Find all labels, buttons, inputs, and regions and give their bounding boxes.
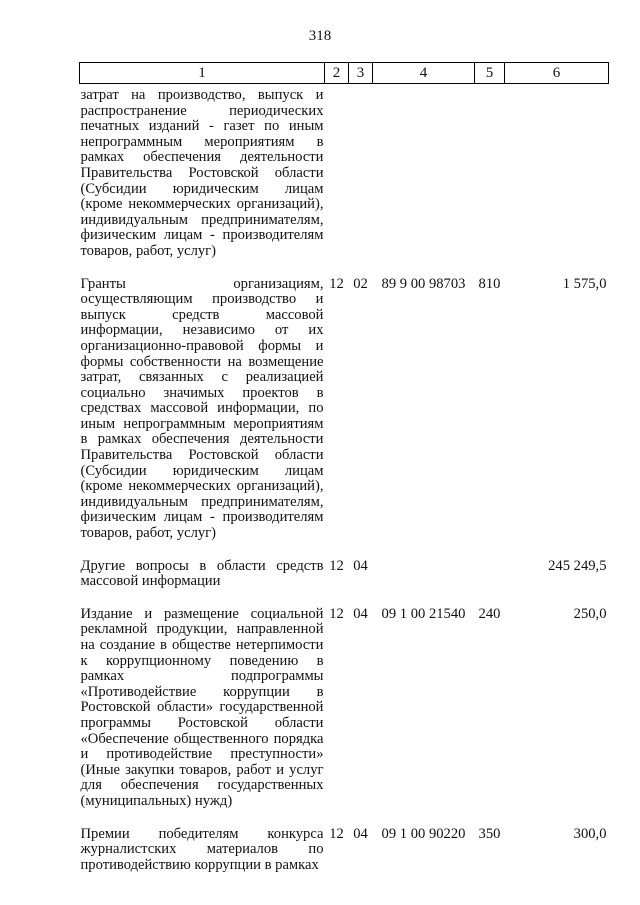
row-pr: 04: [353, 825, 368, 842]
table-row: [80, 607, 609, 827]
row-vr: [475, 559, 505, 607]
row-sum: 300,0: [573, 825, 607, 842]
row-csr: [373, 559, 475, 607]
row-name: затрат на производство, выпуск и распространение периодических печатных изданий - газет по иным непрограммным мероприятиям в рамках обеспечения деятельности Правительства Ростовской области (Субсидии юридическим лицам (кроме некоммерческих организаций), индивидуальным предпринимателям, физическим лицам - производителям товаров, работ, услуг): [80, 87, 324, 259]
row-csr: 89 9 00 98703: [381, 275, 466, 292]
column-header: 3: [349, 63, 373, 84]
table-row: [80, 277, 609, 559]
column-header: 4: [373, 63, 475, 84]
row-pr: 04: [353, 605, 368, 622]
row-vr: 810: [478, 275, 501, 292]
row-rz: [325, 84, 349, 277]
row-pr: [349, 84, 373, 277]
row-vr: 350: [478, 825, 501, 842]
row-sum: [505, 84, 609, 277]
row-sum: 1 575,0: [562, 275, 607, 292]
row-name: Гранты организациям, осуществляющим производство и выпуск средств массовой информации, независимо от их организационно-правовой формы и формы собственности на возмещение затрат, связанных с реализацией социально значимых проектов в средствах массовой информации, по иным непрограммным мероприятиям в рамках обеспечения деятельности Правительства Ростовской области (Субсидии юридическим лицам (кроме некоммерческих организаций), индивидуальным предпринимателям, физическим лицам - производителям товаров, работ, услуг): [80, 275, 324, 542]
column-header: 2: [325, 63, 349, 84]
row-rz: 12: [329, 275, 344, 292]
row-csr: 09 1 00 90220: [381, 825, 466, 842]
row-name: Другие вопросы в области средств массовой информации: [80, 557, 324, 590]
row-sum: 250,0: [573, 605, 607, 622]
budget-table: [79, 62, 609, 873]
row-vr: 240: [478, 605, 501, 622]
table-row: [80, 559, 609, 607]
row-pr: 04: [353, 557, 368, 574]
row-name: Премии победителям конкурса журналистских материалов по противодействию коррупции в рамках: [80, 825, 324, 873]
row-sum: 245 249,5: [548, 557, 607, 574]
column-header: 6: [505, 63, 609, 84]
row-vr: [475, 84, 505, 277]
row-rz: 12: [329, 825, 344, 842]
row-rz: 12: [329, 557, 344, 574]
page-number: 318: [308, 28, 332, 44]
row-pr: 02: [353, 275, 368, 292]
row-csr: 09 1 00 21540: [381, 605, 466, 622]
column-header: 5: [475, 63, 505, 84]
row-name: Издание и размещение социальной рекламной продукции, направленной на создание в обществе нетерпимости к коррупционному поведению в рамках подпрограммы «Противодействие коррупции в Ростовской области» государственной программы Ростовской области «Обеспечение общественного порядка и противодействие преступности» (Иные закупки товаров, работ и услуг для обеспечения государственных (муниципальных) нужд): [80, 605, 324, 809]
column-number-row: [80, 63, 609, 84]
table-row: [80, 827, 609, 874]
table-row: [80, 84, 609, 277]
column-header: 1: [80, 63, 325, 84]
row-csr: [373, 84, 475, 277]
row-rz: 12: [329, 605, 344, 622]
